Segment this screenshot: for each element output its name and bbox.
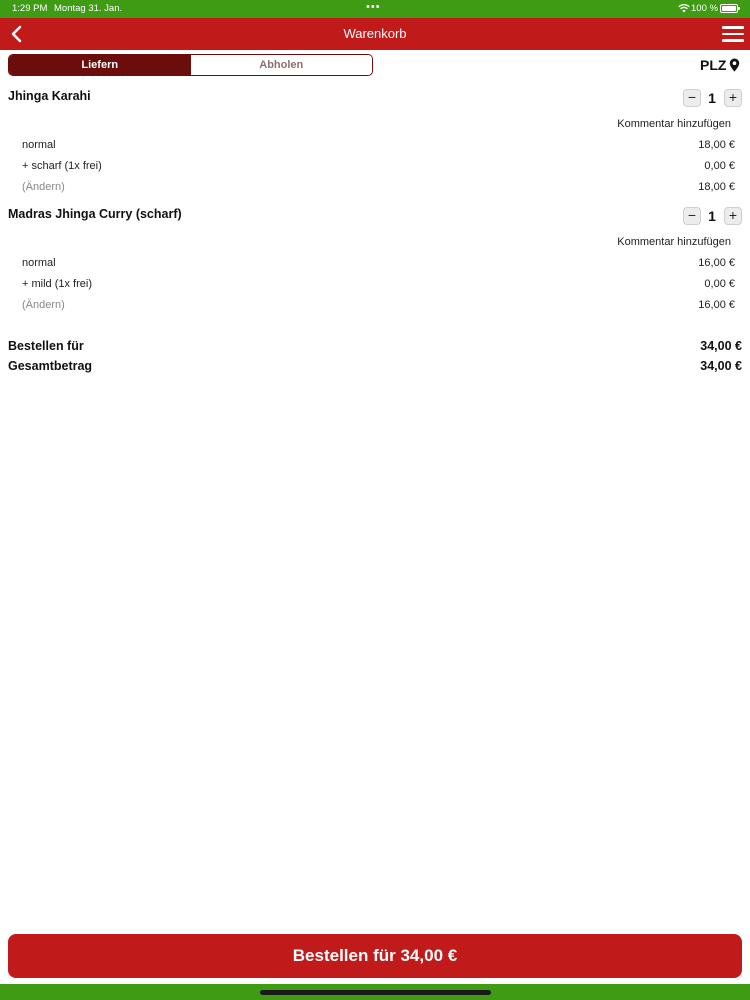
grand-total-label: Gesamtbetrag [8,359,93,373]
grand-total-value: 34,00 € [700,359,742,373]
map-pin-icon[interactable] [729,58,740,72]
order-for-value: 34,00 € [700,339,742,353]
home-indicator[interactable] [260,990,491,995]
item-option: + mild (1x frei) [22,278,92,290]
item-option: + scharf (1x frei) [22,160,102,172]
item-size-price: 16,00 € [698,257,735,269]
add-comment-link[interactable]: Kommentar hinzufügen [617,118,731,130]
battery-percentage: 100 % [691,3,718,14]
tab-pickup[interactable]: Abholen [191,55,373,75]
decrease-quantity-button[interactable]: − [683,207,701,225]
item-name: Madras Jhinga Curry (scharf) [8,207,182,221]
status-bar [0,0,750,18]
page-title: Warenkorb [343,26,407,41]
tab-deliver[interactable]: Liefern [9,55,191,75]
hamburger-menu-icon[interactable] [722,26,744,42]
order-for-label: Bestellen für [8,339,84,353]
item-total-price: 18,00 € [698,181,735,193]
delivery-mode-toggle [8,54,373,76]
change-item-link[interactable]: (Ändern) [22,181,65,193]
battery-icon [720,4,738,13]
item-option-price: 0,00 € [704,160,735,172]
multitasking-dots[interactable]: ••• [366,1,381,13]
item-option-price: 0,00 € [704,278,735,290]
place-order-button[interactable]: Bestellen für 34,00 € [8,934,742,978]
change-item-link[interactable]: (Ändern) [22,299,65,311]
nav-bar [0,18,750,50]
item-size-price: 18,00 € [698,139,735,151]
increase-quantity-button[interactable]: + [724,207,742,225]
status-date: Montag 31. Jan. [54,3,123,14]
add-comment-link[interactable]: Kommentar hinzufügen [617,236,731,248]
status-time: 1:29 PM [12,3,48,14]
increase-quantity-button[interactable]: + [724,89,742,107]
item-size: normal [22,257,56,269]
item-name: Jhinga Karahi [8,89,91,103]
wifi-icon [678,3,690,13]
item-size: normal [22,139,56,151]
item-quantity: 1 [708,208,716,224]
item-total-price: 16,00 € [698,299,735,311]
decrease-quantity-button[interactable]: − [683,89,701,107]
postal-code-label[interactable]: PLZ [700,57,727,73]
item-quantity: 1 [708,90,716,106]
